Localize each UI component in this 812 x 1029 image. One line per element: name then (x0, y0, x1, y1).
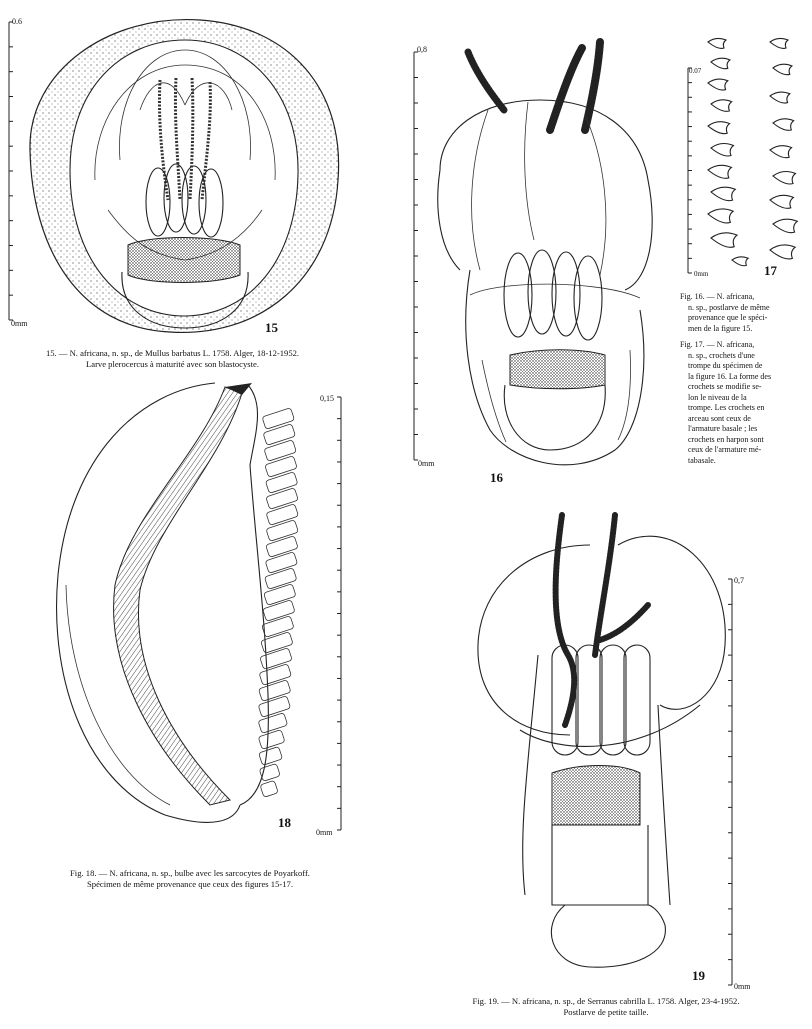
fig17-caption-line: trompe. Les crochets en (688, 403, 765, 412)
figure-19-drawing (470, 505, 750, 990)
fig18-scale-bar (337, 397, 341, 830)
fig17-caption-line: crochets en harpon sont (688, 434, 764, 444)
figure-18-drawing (30, 375, 360, 845)
fig18-caption (0, 868, 380, 890)
fig15-caption (0, 348, 345, 370)
figure-17-drawing (682, 28, 812, 278)
fig17-caption-line: l'armature basale ; les (688, 424, 758, 433)
fig17-scale-top: 0.07 (689, 67, 702, 75)
fig17-caption-line: Fig. 17. — N. africana, (680, 340, 755, 349)
fig18-caption-line2: Spécimen de même provenance que ceux des figures 15-17. (87, 879, 293, 889)
fig19-scale-bottom: 0mm (734, 982, 750, 990)
fig19-scale-top: 0,7 (734, 576, 744, 585)
fig19-caption (400, 996, 812, 1018)
fig19-scale-bar (728, 579, 732, 985)
fig17-caption-line: arceau sont ceux de (688, 413, 751, 423)
fig17-scale-bottom: 0mm (694, 270, 709, 278)
fig16-caption-line: men de la figure 15. (688, 323, 753, 333)
fig17-caption-line: trompe du spécimen de (688, 361, 763, 370)
fig17-caption-line: crochets se modifie se- (688, 382, 762, 391)
fig15-caption-line1: 15. — N. africana, n. sp., de Mullus barbatus L. 1758. Alger, 18-12-1952. (45, 348, 300, 358)
fig15-number: 15 (265, 320, 278, 335)
fig16-side-caption (680, 292, 808, 334)
fig17-caption-line: lon le niveau de la (688, 392, 747, 402)
fig15-caption-line2: Larve plerocercus à maturité avec son blastocyste. (86, 359, 259, 369)
fig17-caption-line: n. sp., crochets d'une (688, 350, 755, 360)
fig16-caption-line: provenance que le spéci- (688, 313, 768, 322)
fig17-caption-line: tabasale. (688, 455, 716, 465)
fig16-number: 16 (490, 470, 503, 485)
fig16-scale-top: 0,8 (417, 45, 427, 54)
fig17-caption-line: la figure 16. La forme des (688, 371, 772, 381)
fig19-caption-line2: Postlarve de petite taille. (563, 1007, 649, 1017)
fig19-number: 19 (692, 968, 705, 983)
fig18-caption-line1: Fig. 18. — N. africana, n. sp., bulbe avec les sarcocytes de Poyarkoff. (70, 868, 310, 878)
fig15-scale-bottom: 0mm (11, 319, 28, 328)
fig17-caption-line: ceux de l'armature mé- (688, 445, 762, 454)
fig18-number: 18 (278, 815, 291, 830)
fig17-number: 17 (764, 263, 777, 278)
fig18-scale-top: 0,15 (320, 394, 334, 403)
fig16-scale-bottom: 0mm (418, 459, 435, 468)
fig16-caption-line: Fig. 16. — N. africana, (680, 292, 755, 301)
fig16-scale-bar (414, 52, 418, 460)
fig19-caption-line1: Fig. 19. — N. africana, n. sp., de Serranus cabrilla L. 1758. Alger, 23-4-1952. (472, 996, 740, 1006)
fig16-caption-line: n. sp., postlarve de même (688, 302, 770, 312)
fig18-scale-bottom: 0mm (316, 828, 333, 837)
fig17-scale-bar (688, 68, 692, 273)
figure-15-drawing (0, 10, 345, 340)
fig17-side-caption (680, 340, 808, 466)
fig15-scale-bar (9, 22, 13, 320)
figure-16-drawing (400, 30, 690, 490)
fig15-scale-top: 0.6 (12, 17, 22, 26)
